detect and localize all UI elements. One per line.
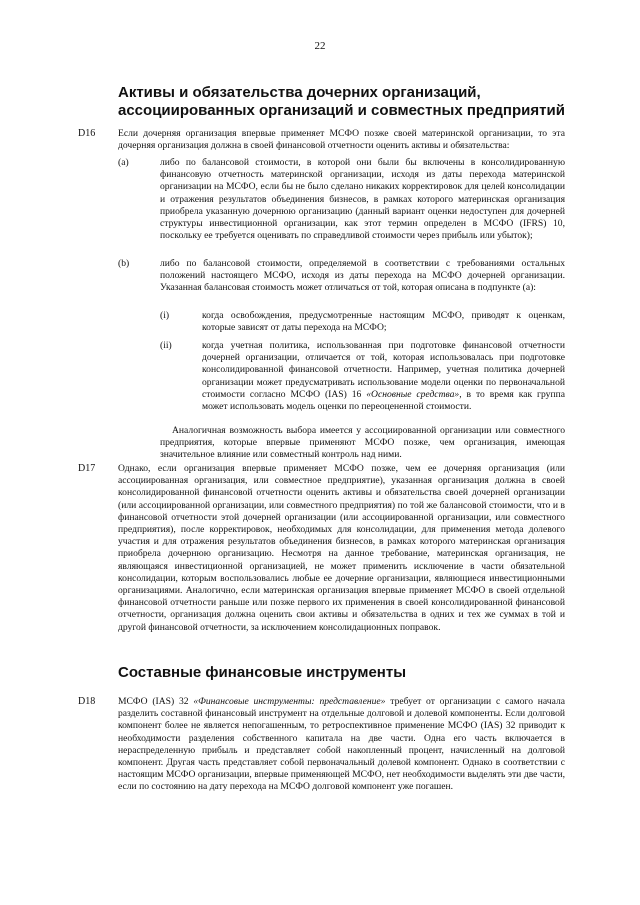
paragraph-d18-italic: «Финансовые инструменты: представление» (193, 696, 386, 707)
paragraph-d16-analog: Аналогичная возможность выбора имеется у ассоциированной организации или совместного предприятия, которые впервые применяют МСФО позже, чем организация, имеющая значительное влияние или совместный контроль над ними. (160, 425, 565, 461)
paragraph-d16-intro: Если дочерняя организация впервые применяет МСФО позже своей материнской организации, то эта дочерняя организация должна в своей финансовой отчетности оценить активы и обязательства: (118, 128, 565, 152)
paragraph-id-d16: D16 (78, 128, 96, 139)
paragraph-d18 (118, 696, 565, 794)
paragraph-id-d18: D18 (78, 696, 96, 707)
subitem-text-i: когда освобождения, предусмотренные настоящим МСФО, приводят к оценкам, которые зависят от даты перехода на МСФО; (202, 310, 565, 334)
subitem-text-ii-part1: когда учетная политика, использованная при подготовке финансовой отчетности дочерней организации, отличается от той, которая использовалась при подготовке консолидированной финансовой отчетности. Например, учетная политика дочерней организации может предусматривать использование модели оценки по первоначальной стоимости согласно МСФО (IAS) 16 (202, 340, 565, 400)
section-heading-subsidiaries: Активы и обязательства дочерних организаций, ассоциированных организаций и совместных предприятий (118, 84, 565, 119)
paragraph-d17: Однако, если организация впервые применяет МСФО позже, чем ее дочерняя организация (или ассоциированная организация, или совместное предприятие), указанная организация должна в своей консолидированной финансовой отчетности оценить активы и обязательства своей дочерней организации (или ассоциированной организации, или совместного предприятия) по той же балансовой стоимости, что и в финансовой отчетности этой дочерней организации (или ассоциированной организации, или совместного предприятия), после корректировок, необходимых для консолидации, для применения метода долевого участия и для отражения результатов объединения бизнесов, в рамках которого материнская организация приобрела дочернюю организацию. Несмотря на данное требование, материнская организация, не являющаяся инвестиционной организацией, не может применить исключение в части обязательной консолидации, которым воспользовались любые ее дочерние организации, являющиеся инвестиционными организациями. Аналогично, если материнская организация впервые применяет МСФО в своей отдельной финансовой отчетности раньше или позже первого их применения в своей консолидированной финансовой отчетности, организация должна оценить свои активы и обязательства в одних и тех же суммах в той и другой финансовой отчетности, за исключением консолидационных поправок. (118, 463, 565, 633)
paragraph-d18-part1: МСФО (IAS) 32 (118, 696, 194, 707)
item-label-a: (a) (118, 157, 129, 168)
section-heading-compound-instruments: Составные финансовые инструменты (118, 664, 407, 681)
subitem-label-ii: (ii) (160, 340, 172, 351)
page-number: 22 (314, 40, 326, 52)
item-text-b: либо по балансовой стоимости, определяемой в соответствии с требованиями остальных положений настоящего МСФО, исходя из даты перехода на МСФО дочерней организации. Указанная балансовая стоимость может отличаться от той, которая описана в подпункте (a): (160, 258, 565, 294)
item-text-a: либо по балансовой стоимости, в которой они были бы включены в консолидированную финансовую отчетность материнской организации, исходя из даты перехода материнской организации на МСФО, если бы не было сделано никаких корректировок для целей консолидации и отражения результатов объединения бизнесов, в рамках которого материнская организация приобрела указанную дочернюю организацию (данный вариант оценки недоступен для дочерней структуры инвестиционной организации, как этот термин определен в МСФО (IFRS) 10, поскольку ее требуется оценивать по справедливой стоимости через прибыль или убыток); (160, 157, 565, 242)
paragraph-id-d17: D17 (78, 463, 96, 474)
subitem-text-ii-italic: «Основные средства» (366, 388, 460, 400)
subitem-label-i: (i) (160, 310, 170, 321)
subitem-text-ii (202, 340, 565, 413)
paragraph-d18-part2: требует от организации с самого начала разделить составной финансовый инструмент на отдельные долговой и долевой компоненты. Если долговой компонент более не является непогашенным, то ретроспективное применение МСФО (IAS) 32 приводит к необходимости разделения собственного капитала на две части. Одна его часть включается в нераспределенную прибыль и представляет собой накопленный процент, начисленный на долговой компонент. Другая часть представляет собой первоначальный долевой компонент. Однако в соответствии с настоящим МСФО организации, впервые применяющей МСФО, нет необходимости выделять эти две части, если по состоянию на дату перехода на МСФО долговой компонент уже погашен. (118, 696, 566, 793)
subitem-text-ii-part2: , в то время как группа может использовать модель оценки по переоцененной стоимости. (202, 388, 565, 413)
item-label-b: (b) (118, 258, 130, 269)
